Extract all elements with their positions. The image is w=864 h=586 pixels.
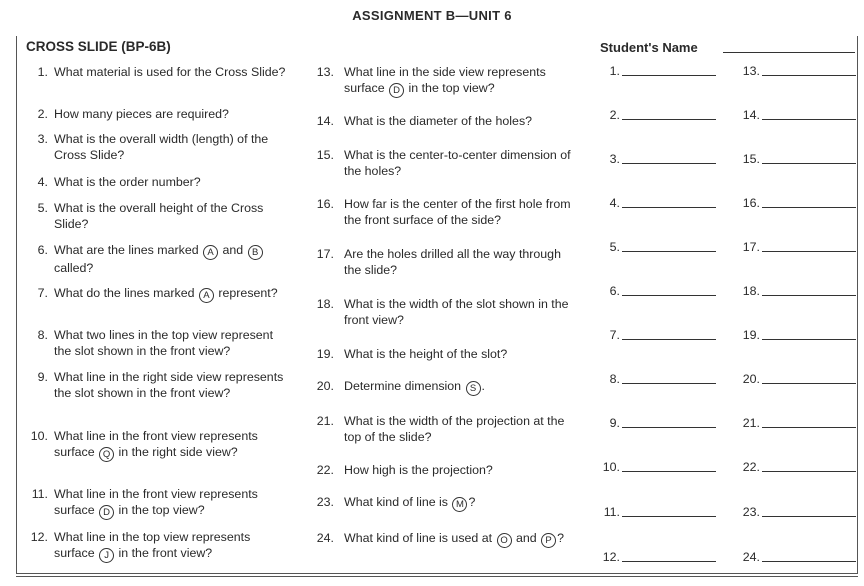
- question-text: What is the width of the slot shown in the front view?: [344, 297, 569, 327]
- answer-line[interactable]: [622, 561, 716, 562]
- question-number: 16.: [316, 197, 334, 211]
- answer-number: 8.: [609, 372, 620, 386]
- question-text: What are the lines marked A and B called?: [54, 242, 290, 276]
- answer-number: 15.: [742, 152, 760, 166]
- question-text: What two lines in the top view represent the slot shown in the front view?: [54, 328, 274, 358]
- answer-number: 14.: [742, 108, 760, 122]
- answer-number: 24.: [742, 550, 760, 564]
- question-text: What kind of line is used at O and P ?: [344, 531, 564, 546]
- question-number: 11.: [31, 487, 48, 501]
- circled-label-b: B: [248, 245, 263, 260]
- question-text: What do the lines marked A represent?: [54, 286, 278, 301]
- answer-number: 7.: [609, 328, 620, 342]
- answer-line[interactable]: [622, 427, 716, 428]
- question-number: 8.: [37, 328, 48, 342]
- question-number: 1.: [37, 65, 48, 79]
- circled-label-d: D: [389, 83, 404, 98]
- answer-line[interactable]: [622, 207, 716, 208]
- answer-line[interactable]: [762, 516, 856, 517]
- answer-number: 16.: [742, 196, 760, 210]
- answer-line[interactable]: [762, 163, 856, 164]
- answer-number: 22.: [742, 460, 760, 474]
- answer-line[interactable]: [762, 251, 856, 252]
- answer-line[interactable]: [762, 75, 856, 76]
- worksheet-frame-bottom: [16, 576, 858, 577]
- question-text: What is the height of the slot?: [344, 347, 508, 361]
- answer-line[interactable]: [622, 251, 716, 252]
- answer-number: 6.: [609, 284, 620, 298]
- answer-line[interactable]: [622, 75, 716, 76]
- answer-number: 17.: [742, 240, 760, 254]
- answer-number: 23.: [742, 505, 760, 519]
- answer-line[interactable]: [762, 295, 856, 296]
- circled-label-a: A: [199, 288, 214, 303]
- answer-number: 3.: [609, 152, 620, 166]
- question-number: 10.: [30, 429, 48, 443]
- question-text: What kind of line is M ?: [344, 495, 476, 510]
- question-number: 22.: [316, 463, 334, 477]
- answer-number: 19.: [742, 328, 760, 342]
- circled-label-j: J: [99, 548, 114, 563]
- circled-label-o: O: [497, 533, 512, 548]
- question-number: 17.: [316, 247, 334, 261]
- answer-line[interactable]: [622, 119, 716, 120]
- question-text: What line in the front view represents surface D in the top view?: [54, 487, 258, 518]
- question-text: How high is the projection?: [344, 463, 493, 477]
- answer-line[interactable]: [762, 383, 856, 384]
- circled-label-d: D: [99, 505, 114, 520]
- question-text: What is the diameter of the holes?: [344, 114, 533, 128]
- question-text: What line in the front view represents surface Q in the right side view?: [54, 429, 258, 460]
- answer-number: 21.: [742, 416, 760, 430]
- circled-label-a: A: [203, 245, 218, 260]
- assignment-title: ASSIGNMENT B—UNIT 6: [352, 8, 512, 23]
- question-number: 6.: [37, 243, 48, 257]
- question-text: What line in the top view represents surface J in the front view?: [54, 530, 251, 561]
- question-number: 20.: [316, 379, 334, 393]
- question-number: 19.: [316, 347, 334, 361]
- question-text: How far is the center of the first hole from the front surface of the side?: [344, 197, 571, 227]
- question-number: 5.: [37, 201, 48, 215]
- question-text: Are the holes drilled all the way through the slide?: [344, 247, 561, 277]
- question-number: 14.: [316, 114, 334, 128]
- question-text: What line in the right side view represents the slot shown in the front view?: [54, 370, 284, 400]
- question-number: 7.: [37, 286, 48, 300]
- question-number: 9.: [37, 370, 48, 384]
- answer-number: 20.: [742, 372, 760, 386]
- answer-line[interactable]: [762, 339, 856, 340]
- answer-line[interactable]: [762, 207, 856, 208]
- answer-line[interactable]: [622, 383, 716, 384]
- answer-number: 12.: [602, 550, 620, 564]
- answer-number: 10.: [602, 460, 620, 474]
- circled-label-m: M: [452, 497, 467, 512]
- answer-number: 9.: [609, 416, 620, 430]
- circled-label-q: Q: [99, 447, 114, 462]
- question-text: What is the order number?: [54, 175, 201, 189]
- answer-line[interactable]: [762, 427, 856, 428]
- answer-line[interactable]: [762, 119, 856, 120]
- answer-number: 13.: [742, 64, 760, 78]
- answer-number: 11.: [603, 505, 620, 519]
- question-text: What is the center-to-center dimension of the holes?: [344, 148, 571, 178]
- question-number: 21.: [316, 414, 334, 428]
- question-number: 4.: [37, 175, 48, 189]
- circled-label-s: S: [466, 381, 481, 396]
- answer-number: 2.: [609, 108, 620, 122]
- answer-line[interactable]: [622, 295, 716, 296]
- answer-line[interactable]: [622, 163, 716, 164]
- answer-number: 18.: [742, 284, 760, 298]
- question-number: 3.: [37, 132, 48, 146]
- answer-line[interactable]: [622, 339, 716, 340]
- answer-number: 4.: [609, 196, 620, 210]
- question-number: 24.: [316, 531, 334, 545]
- answer-number: 5.: [609, 240, 620, 254]
- question-text: What is the overall width (length) of the Cross Slide?: [54, 132, 269, 162]
- section-title: CROSS SLIDE (BP-6B): [26, 39, 171, 54]
- answer-number: 1.: [609, 64, 620, 78]
- question-number: 18.: [316, 297, 334, 311]
- answer-line[interactable]: [622, 471, 716, 472]
- question-text: What is the overall height of the Cross Slide?: [54, 201, 264, 231]
- question-text: What is the width of the projection at the top of the slide?: [344, 414, 565, 444]
- student-name-label: Student's Name: [600, 40, 698, 55]
- question-number: 2.: [37, 107, 48, 121]
- answer-line[interactable]: [622, 516, 716, 517]
- question-number: 23.: [316, 495, 334, 509]
- question-number: 12.: [30, 530, 48, 544]
- question-text: How many pieces are required?: [54, 107, 229, 121]
- answer-line[interactable]: [762, 471, 856, 472]
- question-text: Determine dimension S .: [344, 379, 485, 394]
- question-number: 15.: [316, 148, 334, 162]
- question-text: What material is used for the Cross Slide?: [54, 65, 286, 79]
- answer-line[interactable]: [762, 561, 856, 562]
- question-number: 13.: [316, 65, 334, 79]
- question-text: What line in the side view represents surface D in the top view?: [344, 65, 546, 96]
- student-name-field[interactable]: [723, 52, 855, 53]
- circled-label-p: P: [541, 533, 556, 548]
